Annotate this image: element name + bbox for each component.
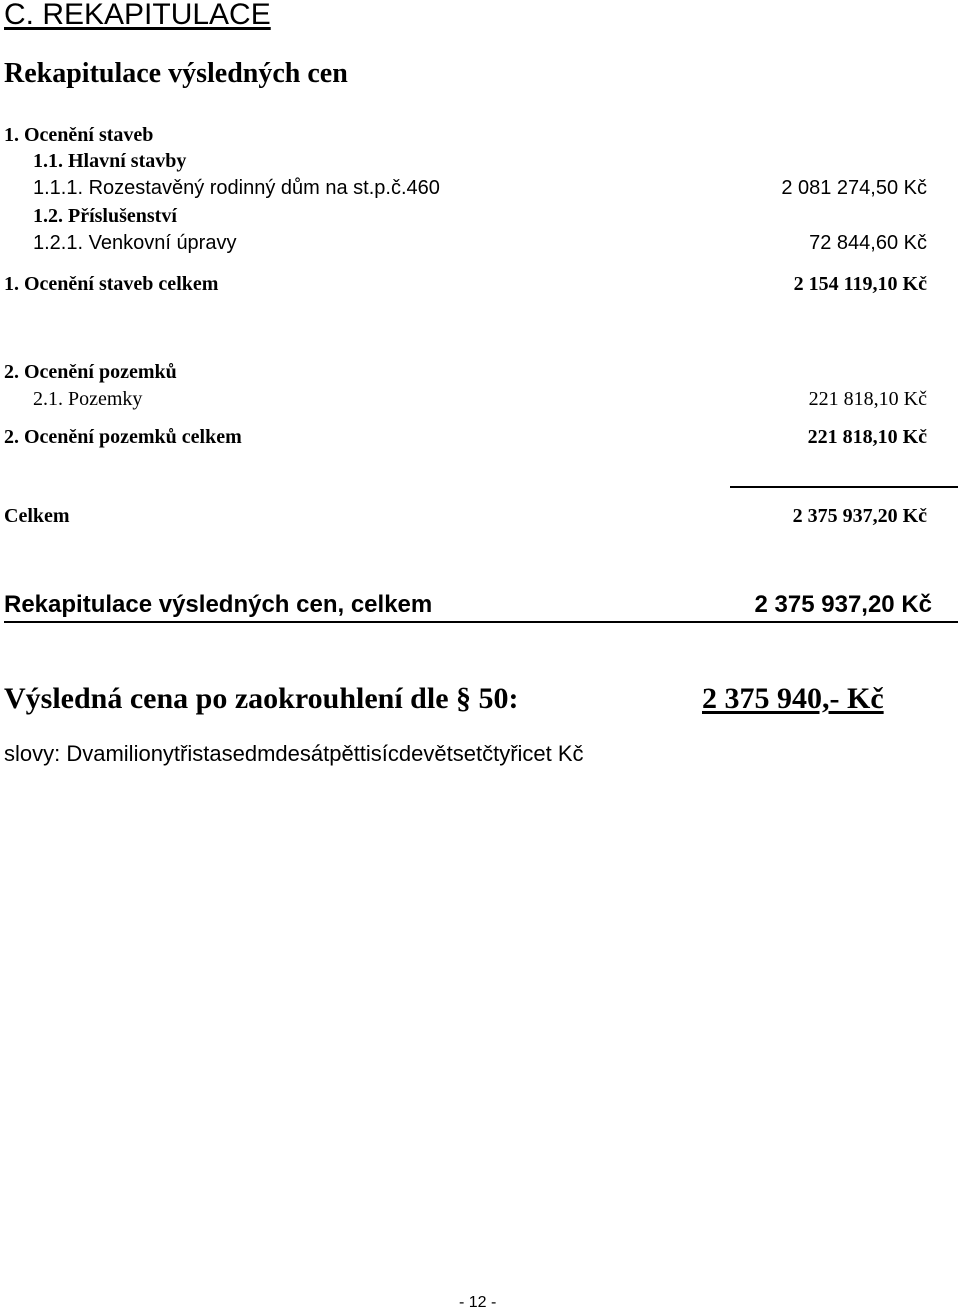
section2-heading: 2. Ocenění pozemků (4, 361, 177, 383)
grand-total-value: 2 375 937,20 Kč (792, 505, 927, 527)
section1-sub1-heading: 1.1. Hlavní stavby (33, 150, 187, 172)
item-21-label: 2.1. Pozemky (33, 388, 143, 410)
item-121-value: 72 844,60 Kč (809, 232, 927, 254)
recap-total-rule (4, 621, 958, 623)
section1-total-value: 2 154 119,10 Kč (793, 273, 927, 295)
item-21-value: 221 818,10 Kč (808, 388, 927, 410)
page-number: - 12 - (459, 1294, 497, 1311)
grand-total-label: Celkem (4, 505, 70, 527)
page-title: Rekapitulace výsledných cen (4, 58, 348, 89)
item-111-value: 2 081 274,50 Kč (781, 177, 927, 199)
section2-total-value: 221 818,10 Kč (807, 426, 927, 448)
section-heading: C. REKAPITULACE (4, 0, 271, 31)
final-price-label: Výsledná cena po zaokrouhlení dle § 50: (4, 682, 519, 715)
price-in-words: slovy: Dvamilionytřistasedmdesátpěttisícdevětsetčtyřicet Kč (4, 741, 584, 766)
recap-total-label: Rekapitulace výsledných cen, celkem (4, 591, 433, 618)
recap-total-value: 2 375 937,20 Kč (754, 591, 932, 618)
section1-total-label: 1. Ocenění staveb celkem (4, 273, 219, 295)
total-separator (730, 486, 958, 488)
item-111-label: 1.1.1. Rozestavěný rodinný dům na st.p.č.460 (33, 177, 440, 199)
section1-sub2-heading: 1.2. Příslušenství (33, 205, 177, 227)
final-price-value: 2 375 940,- Kč (702, 682, 884, 715)
section2-total-label: 2. Ocenění pozemků celkem (4, 426, 242, 448)
item-121-label: 1.2.1. Venkovní úpravy (33, 232, 237, 254)
section1-heading: 1. Ocenění staveb (4, 124, 154, 146)
